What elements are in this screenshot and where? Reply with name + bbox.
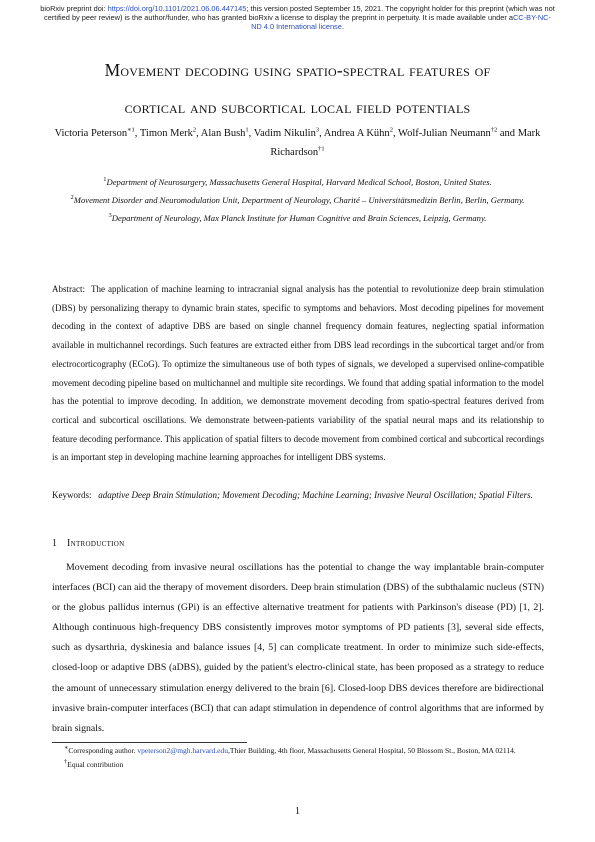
keywords <box>52 487 544 504</box>
author-name: Wolf-Julian Neumann <box>398 128 491 139</box>
abstract-text: The application of machine learning to intracranial signal analysis has the potential to revolutionize deep brain stimulation (DBS) by personalizing therapy to dynamic brain states, specific to symptoms and behaviors. Most decoding pipelines for movement decoding in the context of adaptive DBS are based on single channel frequency domain features, neglecting spatial information available in multichannel recordings. Such features are extracted either from DBS lead recordings in the subcortical target and/or from electrocorticography (ECoG). To optimize the simultaneous use of both types of signals, we developed a supervised online-compatible movement decoding pipeline based on multichannel and multiple site recordings. We found that adding spatial information to the model has the potential to improve decoding. In addition, we demonstrate movement decoding from spatio-spectral features derived from cortical and subcortical oscillations. We demonstrate between-patients variability of the spatial neural maps and its relationship to feature decoding performance. This application of spatial filters to decode movement from combined cortical and subcortical recordings is an important step in developing machine learning approaches for intelligent DBS systems. <box>52 284 544 463</box>
banner-prefix: bioRxiv preprint doi: <box>40 4 108 13</box>
footnote-text: Equal contribution <box>67 760 124 769</box>
footnote-equal-contribution <box>52 758 544 772</box>
footnote-corresponding <box>52 744 544 758</box>
footnote-address: ,Thier Building, 4th floor, Massachusetts General Hospital, 50 Blossom St., Boston, MA 02114. <box>228 746 516 755</box>
footnote-mark: ∗ <box>64 744 69 752</box>
author-mark: 1 <box>245 126 249 134</box>
section-number: 1 <box>52 538 57 549</box>
author-mark: 3 <box>315 126 320 134</box>
email-link[interactable]: vpeterson2@mgh.harvard.edu <box>137 746 229 755</box>
doi-link[interactable]: https://doi.org/10.1101/2021.06.06.447145 <box>107 4 247 13</box>
abstract <box>52 280 544 467</box>
license-link[interactable]: CC-BY-NC-ND 4.0 International license <box>251 13 551 31</box>
affiliations <box>40 175 555 229</box>
author-name: Alan Bush <box>200 128 246 139</box>
author-name: Andrea A Kühn <box>323 128 390 139</box>
affiliation-text: Movement Disorder and Neuromodulation Unit, Department of Neurology, Charité – Universitätsmedizin Berlin, Berlin, Germany. <box>73 195 525 205</box>
author-separator: , <box>196 128 201 139</box>
author-list <box>40 124 555 162</box>
preprint-banner <box>40 4 555 31</box>
page-number: 1 <box>295 806 300 817</box>
keywords-label: Keywords: <box>52 490 92 500</box>
affiliation-number: 2 <box>70 194 74 202</box>
affiliation-number: 3 <box>108 212 112 220</box>
footnote-prefix: Corresponding author. <box>68 746 138 755</box>
affiliation <box>40 193 555 208</box>
author-separator: , <box>319 128 324 139</box>
author-mark: †2 <box>490 126 498 134</box>
author-mark: 2 <box>192 126 197 134</box>
affiliation-text: Department of Neurosurgery, Massachusetts General Hospital, Harvard Medical School, Boston, United States. <box>106 177 492 187</box>
author-separator: , <box>392 128 398 139</box>
paper-title <box>40 52 555 126</box>
banner-middle: ; this version posted September 15, 2021. The copyright holder for this preprint (which was not certified by peer review) is the author/funder, who has granted bioRxiv a license to display the preprint in perpetuity. It is made available under a <box>44 4 555 22</box>
footnote-rule <box>52 742 247 743</box>
author-name: Victoria Peterson <box>54 128 128 139</box>
title-line-2: cortical and subcortical local field potentials <box>124 97 471 117</box>
affiliation <box>40 211 555 226</box>
affiliation <box>40 175 555 190</box>
intro-paragraph: Movement decoding from invasive neural oscillations has the potential to change the way implantable brain-computer interfaces (BCI) can aid the therapy of movement disorders. Deep brain stimulation (DBS) of the subthalamic nucleus (STN) or the globus pallidus internus (GPi) is an effective alternative treatment for patients with Parkinson's disease (PD) [1, 2]. Although continuous high-frequency DBS consistently improves motor symptoms of PD patients [3], several side effects, such as dysarthria, dyskinesia and balance issues [4, 5] can complicate treatment. In order to minimize such side-effects, closed-loop or adaptive DBS (aDBS), guided by the patient's electro-clinical state, has been proposed as a strategy to reduce the amount of unnecessary stimulation energy delivered to the brain [6]. Closed-loop DBS devices therefore are bidirectional invasive brain-computer interfaces (BCI) that can adapt stimulation in dependence of control algorithms that are informed by brain signals. <box>52 562 544 734</box>
section-heading <box>52 538 124 549</box>
author-mark: ∗1 <box>127 126 135 134</box>
author-mark: 2 <box>389 126 393 134</box>
affiliation-number: 1 <box>103 176 107 184</box>
author-separator: , <box>134 128 140 139</box>
author-separator: and <box>497 128 518 139</box>
author-name: Timon Merk <box>139 128 193 139</box>
footnotes <box>52 744 544 772</box>
banner-suffix: . <box>341 22 344 31</box>
author-mark: †1 <box>318 145 325 153</box>
footnote-mark: † <box>64 758 68 766</box>
abstract-label: Abstract: <box>52 284 85 294</box>
author-name: Mark Richardson <box>270 128 541 158</box>
affiliation-text: Department of Neurology, Max Planck Institute for Human Cognitive and Brain Sciences, Leipzig, Germany. <box>111 213 487 223</box>
title-line-1: Movement decoding using spatio-spectral features of <box>104 60 491 80</box>
section-title: Introduction <box>67 538 125 549</box>
keywords-list: adaptive Deep Brain Stimulation; Movement Decoding; Machine Learning; Invasive Neural Oscillation; Spatial Filters. <box>98 490 533 500</box>
author-name: Vadim Nikulin <box>253 128 316 139</box>
author-separator: , <box>248 128 254 139</box>
